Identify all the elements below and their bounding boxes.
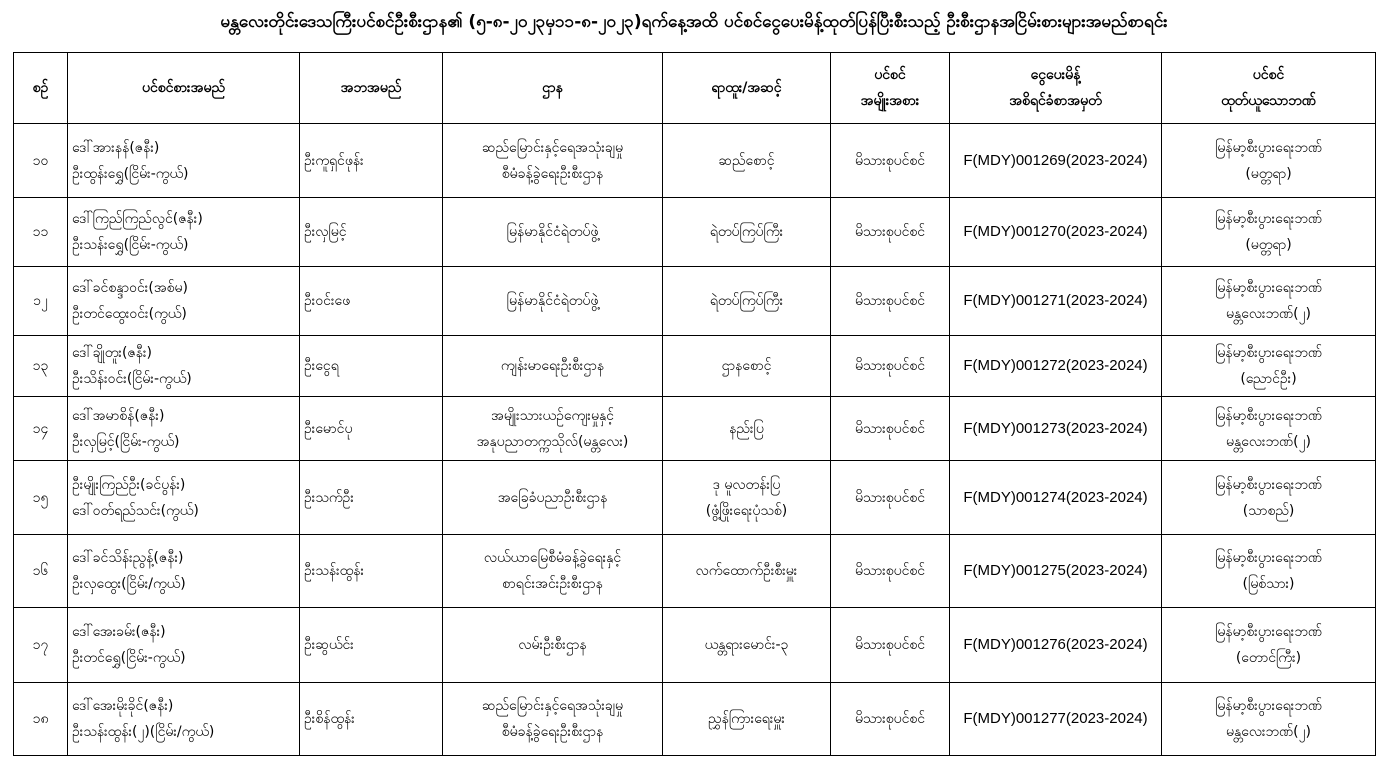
- father-name: ဦးငွေရ: [304, 358, 339, 374]
- row-number-cell: [14, 267, 68, 336]
- header-rank: [663, 53, 831, 124]
- bank-name: မြန်မာ့စီးပွားရေးဘဏ်: [1215, 407, 1322, 424]
- father-name-cell: [300, 397, 443, 461]
- row-number: ၁၄: [32, 420, 49, 437]
- father-name-cell: [300, 461, 443, 535]
- department-line: လမ်းဦးစီးဌာန: [518, 637, 587, 653]
- table-row: [14, 608, 1376, 683]
- payment-order-cell: [950, 683, 1162, 756]
- pensioner-name-cell: [68, 336, 300, 397]
- header-bank-line2: ထုတ်ယူသောဘဏ်: [1221, 93, 1316, 109]
- pensioner-name-cell: [68, 608, 300, 683]
- department-cell: [443, 198, 663, 267]
- bank-cell: [1162, 608, 1376, 683]
- rank-cell: [663, 461, 831, 535]
- father-name: ဦးဆွယ်င်း: [304, 637, 354, 653]
- table-row: [14, 683, 1376, 756]
- department-line: လယ်ယာမြေစီမံခန့်ခွဲရေးနှင့်: [483, 550, 622, 566]
- father-name: ဦးလှမြင့်: [304, 224, 347, 240]
- pension-type-cell: [831, 535, 950, 608]
- pensioner-table: [13, 52, 1376, 756]
- table-row: [14, 535, 1376, 608]
- deceased-name: ဦးထွန်းရွှေ(ငြိမ်း-ကွယ်): [72, 165, 189, 182]
- payment-order-number: F(MDY)001273(2023-2024): [963, 419, 1148, 437]
- deceased-name: ဦးလှထွေး(ငြိမ်း/ကွယ်): [72, 576, 186, 592]
- bank-cell: [1162, 336, 1376, 397]
- bank-branch: (မြစ်သား): [1242, 576, 1295, 592]
- department-line: မြန်မာနိုင်ငံရဲတပ်ဖွဲ့: [506, 224, 599, 240]
- document-title: မန္တလေးတိုင်းဒေသကြီးပင်စင်ဦးစီးဌာန၏ (၅-၈-၂၀၂၃မှ၁၁-၈-၂၀၂၃)ရက်နေ့အထိ ပင်စင်ငွေပေးမိန့်ထုတ်ပြန်ပြီးစီးသည့် ဦးစီးဌာနအငြိမ်းစားများအမည်စာရင်း: [220, 12, 1168, 32]
- pensioner-name: ဒေါ်ခင်သိန်းညွန့်(ဇနီး): [72, 550, 184, 566]
- department-cell: [443, 397, 663, 461]
- rank-cell: [663, 124, 831, 198]
- pensioner-name: ဒေါ်အေးမိုးခိုင်(ဇနီး): [72, 698, 174, 714]
- payment-order-cell: [950, 336, 1162, 397]
- row-number: ၁၀: [32, 152, 49, 169]
- pensioner-name-cell: [68, 397, 300, 461]
- pension-type: မိသားစုပင်စင်: [854, 563, 926, 579]
- rank-line: ဌာနစောင့်: [721, 358, 772, 374]
- rank-cell: [663, 267, 831, 336]
- bank-name: မြန်မာ့စီးပွားရေးဘဏ်: [1215, 550, 1322, 566]
- department-line: အမျိုးသားယဉ်ကျေးမှုနှင့်: [491, 407, 614, 424]
- department-cell: [443, 336, 663, 397]
- deceased-name: ဒေါ်ဝတ်ရည်သင်း(ကွယ်): [72, 502, 199, 519]
- payment-order-number: F(MDY)001277(2023-2024): [963, 710, 1148, 727]
- rank-line: ဒု မူလတန်းပြ: [712, 476, 781, 493]
- header-name: [68, 53, 300, 124]
- pensioner-name: ဒေါ်အားနန်(ဇနီး): [72, 139, 160, 156]
- pensioner-name: ဒေါ်အမာစိန်(ဇနီး): [72, 407, 165, 424]
- department-line: မြန်မာနိုင်ငံရဲတပ်ဖွဲ့: [506, 293, 599, 309]
- header-reg: [950, 53, 1162, 124]
- pension-type-cell: [831, 461, 950, 535]
- bank-branch: မန္တလေးဘဏ်(၂): [1226, 433, 1311, 450]
- bank-branch: (သာစည်): [1242, 502, 1295, 519]
- rank-cell: [663, 198, 831, 267]
- father-name-cell: [300, 683, 443, 756]
- row-number: ၁၃: [32, 358, 49, 374]
- rank-line: ရဲတပ်ကြပ်ကြီး: [709, 224, 784, 240]
- table-row: [14, 198, 1376, 267]
- header-row: [14, 53, 1376, 124]
- header-type-line1: ပင်စင်: [874, 67, 906, 83]
- payment-order-number: F(MDY)001269(2023-2024): [963, 151, 1148, 169]
- pensioner-name-cell: [68, 535, 300, 608]
- father-name: ဦးဝင်းဖေ: [304, 293, 351, 309]
- header-reg-line2: အစိရင်ခံစာအမှတ်: [1009, 93, 1102, 109]
- pension-type: မိသားစုပင်စင်: [854, 420, 926, 437]
- rank-cell: [663, 535, 831, 608]
- pension-type-cell: [831, 198, 950, 267]
- department-line: စာရင်းအင်းဦးစီးဌာန: [502, 576, 603, 592]
- bank-branch: (ညောင်ဦး): [1240, 371, 1297, 387]
- department-line: ကျန်းမာရေးဦးစီးဌာန: [500, 358, 605, 374]
- father-name-cell: [300, 198, 443, 267]
- department-cell: [443, 608, 663, 683]
- father-name-cell: [300, 535, 443, 608]
- row-number-cell: [14, 683, 68, 756]
- department-line: စီမံခန့်ခွဲရေးဦးစီးဌာန: [501, 724, 604, 740]
- pension-type-cell: [831, 336, 950, 397]
- pensioner-name: ဒေါ်ခင်စန္ဒာဝင်း(အစ်မ): [72, 280, 189, 296]
- rank-cell: [663, 397, 831, 461]
- pension-type: မိသားစုပင်စင်: [854, 637, 926, 653]
- row-number-cell: [14, 608, 68, 683]
- father-name: ဦးမောင်ပု: [304, 420, 353, 437]
- father-name-cell: [300, 336, 443, 397]
- pension-type: မိသားစုပင်စင်: [854, 711, 926, 727]
- bank-name: မြန်မာ့စီးပွားရေးဘဏ်: [1215, 211, 1322, 227]
- row-number: ၁၂: [33, 293, 48, 309]
- payment-order-cell: [950, 124, 1162, 198]
- row-number: ၁၇: [32, 637, 49, 653]
- bank-branch: (မတ္တရာ): [1245, 165, 1292, 182]
- bank-cell: [1162, 267, 1376, 336]
- bank-branch: (မတ္တရာ): [1245, 237, 1292, 253]
- header-dept-label: ဌာန: [542, 80, 563, 96]
- deceased-name: ဦးလှမြင့်(ငြိမ်း-ကွယ်): [72, 433, 180, 450]
- pensioner-name: ဦးမျိုးကြည်ဦး(ခင်ပွန်း): [72, 476, 186, 493]
- row-number: ၁၈: [32, 711, 49, 727]
- rank-line: ရဲတပ်ကြပ်ကြီး: [709, 293, 784, 309]
- department-cell: [443, 124, 663, 198]
- payment-order-cell: [950, 397, 1162, 461]
- bank-branch: မန္တလေးဘဏ်(၂): [1226, 724, 1311, 740]
- table-body: [14, 124, 1376, 756]
- header-no-label: စဉ်: [32, 80, 49, 96]
- pensioner-name-cell: [68, 683, 300, 756]
- deceased-name: ဦးသိန်းဝင်း(ငြိမ်း-ကွယ်): [72, 371, 192, 387]
- father-name: ဦးကူရှင်ဖုန်း: [304, 152, 364, 169]
- rank-line: နည်းပြ: [729, 420, 764, 437]
- bank-name: မြန်မာ့စီးပွားရေးဘဏ်: [1215, 139, 1322, 156]
- pensioner-name: ဒေါ်ချိုတူး(ဇနီး): [72, 345, 153, 361]
- bank-branch: မန္တလေးဘဏ်(၂): [1226, 306, 1311, 322]
- header-name-label: ပင်စင်စားအမည်: [142, 80, 225, 96]
- header-father-label: အဘအမည်: [340, 80, 402, 96]
- payment-order-number: F(MDY)001275(2023-2024): [963, 562, 1148, 579]
- payment-order-cell: [950, 267, 1162, 336]
- rank-line: ယန္တရားမောင်း-၃: [704, 637, 789, 653]
- bank-name: မြန်မာ့စီးပွားရေးဘဏ်: [1215, 624, 1322, 640]
- rank-line: လက်ထောက်ဦးစီးမှူး: [695, 563, 798, 579]
- bank-cell: [1162, 535, 1376, 608]
- bank-branch: (တောင်ကြီး): [1235, 650, 1302, 666]
- bank-name: မြန်မာ့စီးပွားရေးဘဏ်: [1215, 345, 1322, 361]
- pensioner-name-cell: [68, 267, 300, 336]
- payment-order-cell: [950, 198, 1162, 267]
- header-father: [300, 53, 443, 124]
- department-cell: [443, 461, 663, 535]
- rank-cell: [663, 336, 831, 397]
- bank-cell: [1162, 198, 1376, 267]
- header-no: [14, 53, 68, 124]
- header-bank-line1: ပင်စင်: [1252, 67, 1285, 83]
- pension-type-cell: [831, 683, 950, 756]
- deceased-name: ဦးတင်ရွှေ(ငြိမ်း-ကွယ်): [72, 650, 186, 666]
- rank-line: ညွှန်ကြားရေးမှူး: [708, 711, 785, 727]
- department-cell: [443, 267, 663, 336]
- row-number: ၁၆: [32, 563, 49, 579]
- pensioner-name-cell: [68, 461, 300, 535]
- department-cell: [443, 683, 663, 756]
- row-number-cell: [14, 124, 68, 198]
- father-name: ဦးစိန်ထွန်း: [304, 711, 355, 727]
- payment-order-number: F(MDY)001276(2023-2024): [963, 636, 1148, 653]
- pensioner-name: ဒေါ်ကြည်ကြည်လွင်(ဇနီး): [72, 211, 203, 227]
- bank-cell: [1162, 397, 1376, 461]
- father-name-cell: [300, 124, 443, 198]
- department-line: စီမံခန့်ခွဲရေးဦးစီးဌာန: [501, 165, 604, 182]
- pension-type: မိသားစုပင်စင်: [854, 224, 926, 240]
- payment-order-number: F(MDY)001272(2023-2024): [963, 357, 1148, 374]
- bank-cell: [1162, 461, 1376, 535]
- header-type-line2: အမျိုးအစား: [860, 93, 920, 109]
- payment-order-cell: [950, 608, 1162, 683]
- payment-order-number: F(MDY)001271(2023-2024): [963, 292, 1148, 309]
- table-row: [14, 124, 1376, 198]
- pension-type-cell: [831, 608, 950, 683]
- bank-name: မြန်မာ့စီးပွားရေးဘဏ်: [1215, 280, 1322, 296]
- header-bank: [1162, 53, 1376, 124]
- father-name: ဦးသန်းထွန်း: [304, 563, 364, 579]
- deceased-name: ဦးသန်းရွှေ(ငြိမ်း-ကွယ်): [72, 237, 189, 253]
- row-number-cell: [14, 461, 68, 535]
- row-number-cell: [14, 535, 68, 608]
- pension-type: မိသားစုပင်စင်: [854, 358, 926, 374]
- table-row: [14, 336, 1376, 397]
- pension-type: မိသားစုပင်စင်: [854, 152, 926, 169]
- row-number: ၁၅: [32, 489, 49, 506]
- pensioner-name-cell: [68, 198, 300, 267]
- rank-cell: [663, 608, 831, 683]
- row-number-cell: [14, 397, 68, 461]
- deceased-name: ဦးသန်းထွန်း(၂)(ငြိမ်း/ကွယ်): [72, 724, 215, 740]
- payment-order-number: F(MDY)001274(2023-2024): [963, 488, 1148, 506]
- department-line: အခြေခံပညာဦးစီးဌာန: [497, 489, 608, 506]
- department-line: ဆည်မြောင်းနှင့်ရေအသုံးချမှု: [481, 139, 624, 156]
- table-row: [14, 397, 1376, 461]
- department-line: အနုပညာတက္ကသိုလ်(မန္တလေး): [476, 433, 629, 450]
- pension-type-cell: [831, 267, 950, 336]
- pension-type: မိသားစုပင်စင်: [854, 293, 926, 309]
- header-dept: [443, 53, 663, 124]
- pensioner-name-cell: [68, 124, 300, 198]
- row-number-cell: [14, 336, 68, 397]
- department-cell: [443, 535, 663, 608]
- department-line: ဆည်မြောင်းနှင့်ရေအသုံးချမှု: [481, 698, 624, 714]
- header-rank-label: ရာထူး/အဆင့်: [711, 80, 782, 96]
- table-row: [14, 267, 1376, 336]
- father-name: ဦးသက်ဦး: [304, 489, 354, 506]
- payment-order-cell: [950, 461, 1162, 535]
- pensioner-name: ဒေါ်အေးခမ်း(ဇနီး): [72, 624, 166, 640]
- table-header: [14, 53, 1376, 124]
- row-number-cell: [14, 198, 68, 267]
- payment-order-number: F(MDY)001270(2023-2024): [963, 223, 1148, 240]
- bank-cell: [1162, 683, 1376, 756]
- deceased-name: ဦးတင်ထွေးဝင်း(ကွယ်): [72, 306, 187, 322]
- father-name-cell: [300, 267, 443, 336]
- bank-name: မြန်မာ့စီးပွားရေးဘဏ်: [1215, 698, 1322, 714]
- payment-order-cell: [950, 535, 1162, 608]
- table-row: [14, 461, 1376, 535]
- pension-type: မိသားစုပင်စင်: [854, 489, 926, 506]
- row-number: ၁၁: [32, 224, 49, 240]
- pension-type-cell: [831, 124, 950, 198]
- header-reg-line1: ငွေပေးမိန့်: [1030, 67, 1081, 83]
- rank-line: ဆည်စောင့်: [718, 152, 775, 169]
- bank-cell: [1162, 124, 1376, 198]
- header-type: [831, 53, 950, 124]
- bank-name: မြန်မာ့စီးပွားရေးဘဏ်: [1215, 476, 1322, 493]
- father-name-cell: [300, 608, 443, 683]
- rank-line: (ဖွံ့ဖြိုးရေးပုံသစ်): [705, 502, 788, 519]
- rank-cell: [663, 683, 831, 756]
- pension-type-cell: [831, 397, 950, 461]
